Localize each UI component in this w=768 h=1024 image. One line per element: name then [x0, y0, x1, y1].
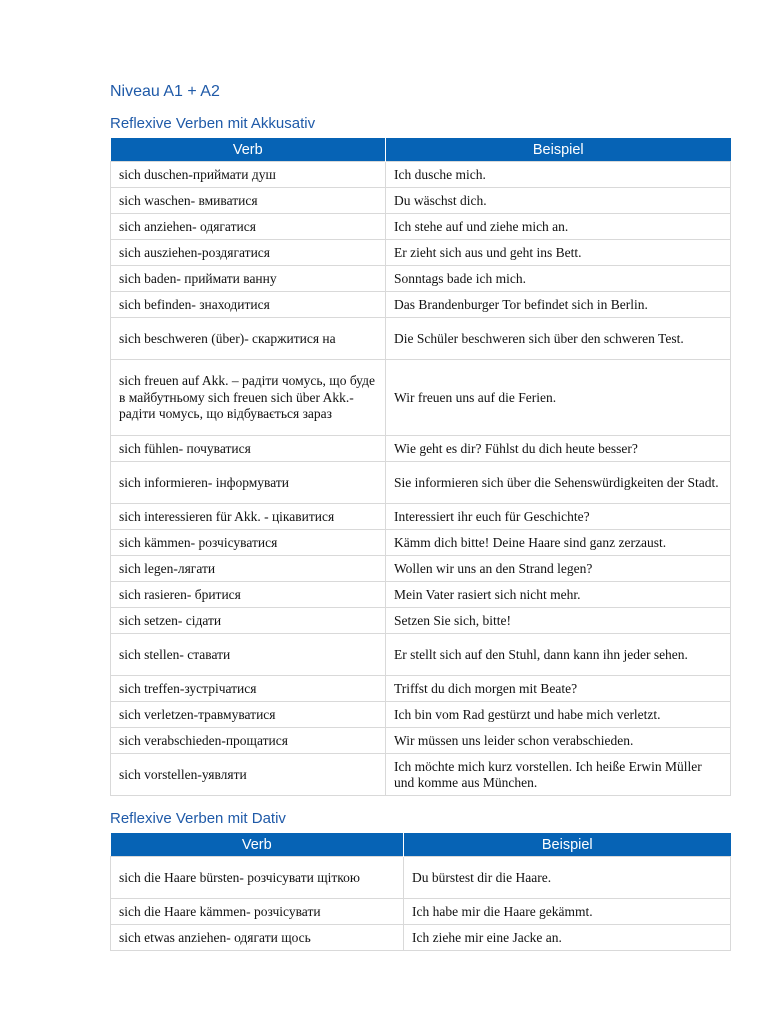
table-row	[111, 214, 731, 240]
example-cell: Das Brandenburger Tor befindet sich in Berlin.	[386, 292, 731, 318]
verb-cell: sich setzen- сідати	[111, 608, 386, 634]
table-row	[111, 899, 731, 925]
verb-cell: sich kämmen- розчісуватися	[111, 530, 386, 556]
verb-cell: sich verabschieden-прощатися	[111, 728, 386, 754]
verb-cell: sich beschweren (über)- скаржитися на	[111, 318, 386, 360]
section-title-akkusativ: Reflexive Verben mit Akkusativ	[110, 115, 316, 132]
table-row	[111, 634, 731, 676]
verb-cell: sich fühlen- почуватися	[111, 436, 386, 462]
dativ-table	[110, 833, 731, 951]
table-row	[111, 162, 731, 188]
column-header-verb: Verb	[111, 833, 404, 857]
column-header-beispiel: Beispiel	[386, 138, 731, 162]
example-cell: Wir freuen uns auf die Ferien.	[386, 360, 731, 436]
table-row	[111, 530, 731, 556]
table-row	[111, 925, 731, 951]
table-row	[111, 676, 731, 702]
akkusativ-table	[110, 138, 731, 796]
verb-cell: sich freuen auf Akk. – радіти чомусь, що буде в майбутньому sich freuen sich über Akk.- радіти чомусь, що відбувається зараз	[111, 360, 386, 436]
example-cell: Wir müssen uns leider schon verabschieden.	[386, 728, 731, 754]
example-cell: Mein Vater rasiert sich nicht mehr.	[386, 582, 731, 608]
table-row	[111, 266, 731, 292]
column-header-beispiel: Beispiel	[404, 833, 731, 857]
example-cell: Interessiert ihr euch für Geschichte?	[386, 504, 731, 530]
example-cell: Ich ziehe mir eine Jacke an.	[404, 925, 731, 951]
example-cell: Ich bin vom Rad gestürzt und habe mich verletzt.	[386, 702, 731, 728]
table-row	[111, 436, 731, 462]
verb-cell: sich die Haare bürsten- розчісувати щіткою	[111, 857, 404, 899]
example-cell: Du bürstest dir die Haare.	[404, 857, 731, 899]
column-header-verb: Verb	[111, 138, 386, 162]
verb-cell: sich duschen-приймати душ	[111, 162, 386, 188]
table-header-row	[111, 833, 731, 857]
example-cell: Er zieht sich aus und geht ins Bett.	[386, 240, 731, 266]
example-cell: Sonntags bade ich mich.	[386, 266, 731, 292]
example-cell: Du wäschst dich.	[386, 188, 731, 214]
table-row	[111, 754, 731, 796]
example-cell: Wie geht es dir? Fühlst du dich heute besser?	[386, 436, 731, 462]
verb-cell: sich interessieren für Akk. - цікавитися	[111, 504, 386, 530]
verb-cell: sich rasieren- бритися	[111, 582, 386, 608]
document-page	[110, 82, 730, 951]
table-row	[111, 318, 731, 360]
example-cell: Kämm dich bitte! Deine Haare sind ganz zerzaust.	[386, 530, 731, 556]
table-row	[111, 728, 731, 754]
table-row	[111, 504, 731, 530]
example-cell: Er stellt sich auf den Stuhl, dann kann ihn jeder sehen.	[386, 634, 731, 676]
example-cell: Wollen wir uns an den Strand legen?	[386, 556, 731, 582]
table-row	[111, 608, 731, 634]
verb-cell: sich anziehen- одягатися	[111, 214, 386, 240]
verb-cell: sich vorstellen-уявляти	[111, 754, 386, 796]
verb-cell: sich legen-лягати	[111, 556, 386, 582]
table-row	[111, 857, 731, 899]
verb-cell: sich die Haare kämmen- розчісувати	[111, 899, 404, 925]
verb-cell: sich befinden- знаходитися	[111, 292, 386, 318]
table-row	[111, 188, 731, 214]
table-row	[111, 582, 731, 608]
verb-cell: sich waschen- вмиватися	[111, 188, 386, 214]
example-cell: Ich habe mir die Haare gekämmt.	[404, 899, 731, 925]
table-row	[111, 240, 731, 266]
verb-cell: sich informieren- інформувати	[111, 462, 386, 504]
table-row	[111, 702, 731, 728]
verb-cell: sich verletzen-травмуватися	[111, 702, 386, 728]
example-cell: Ich stehe auf und ziehe mich an.	[386, 214, 731, 240]
verb-cell: sich ausziehen-роздягатися	[111, 240, 386, 266]
table-row	[111, 556, 731, 582]
verb-cell: sich stellen- ставати	[111, 634, 386, 676]
verb-cell: sich treffen-зустрічатися	[111, 676, 386, 702]
example-cell: Sie informieren sich über die Sehenswürdigkeiten der Stadt.	[386, 462, 731, 504]
example-cell: Ich dusche mich.	[386, 162, 731, 188]
verb-cell: sich baden- приймати ванну	[111, 266, 386, 292]
section-title-dativ: Reflexive Verben mit Dativ	[110, 810, 286, 827]
example-cell: Die Schüler beschweren sich über den schweren Test.	[386, 318, 731, 360]
table-row	[111, 292, 731, 318]
example-cell: Setzen Sie sich, bitte!	[386, 608, 731, 634]
table-header-row	[111, 138, 731, 162]
verb-cell: sich etwas anziehen- одягати щось	[111, 925, 404, 951]
level-title: Niveau A1 + A2	[110, 83, 220, 100]
example-cell: Triffst du dich morgen mit Beate?	[386, 676, 731, 702]
table-row	[111, 360, 731, 436]
table-row	[111, 462, 731, 504]
example-cell: Ich möchte mich kurz vorstellen. Ich heiße Erwin Müller und komme aus München.	[386, 754, 731, 796]
